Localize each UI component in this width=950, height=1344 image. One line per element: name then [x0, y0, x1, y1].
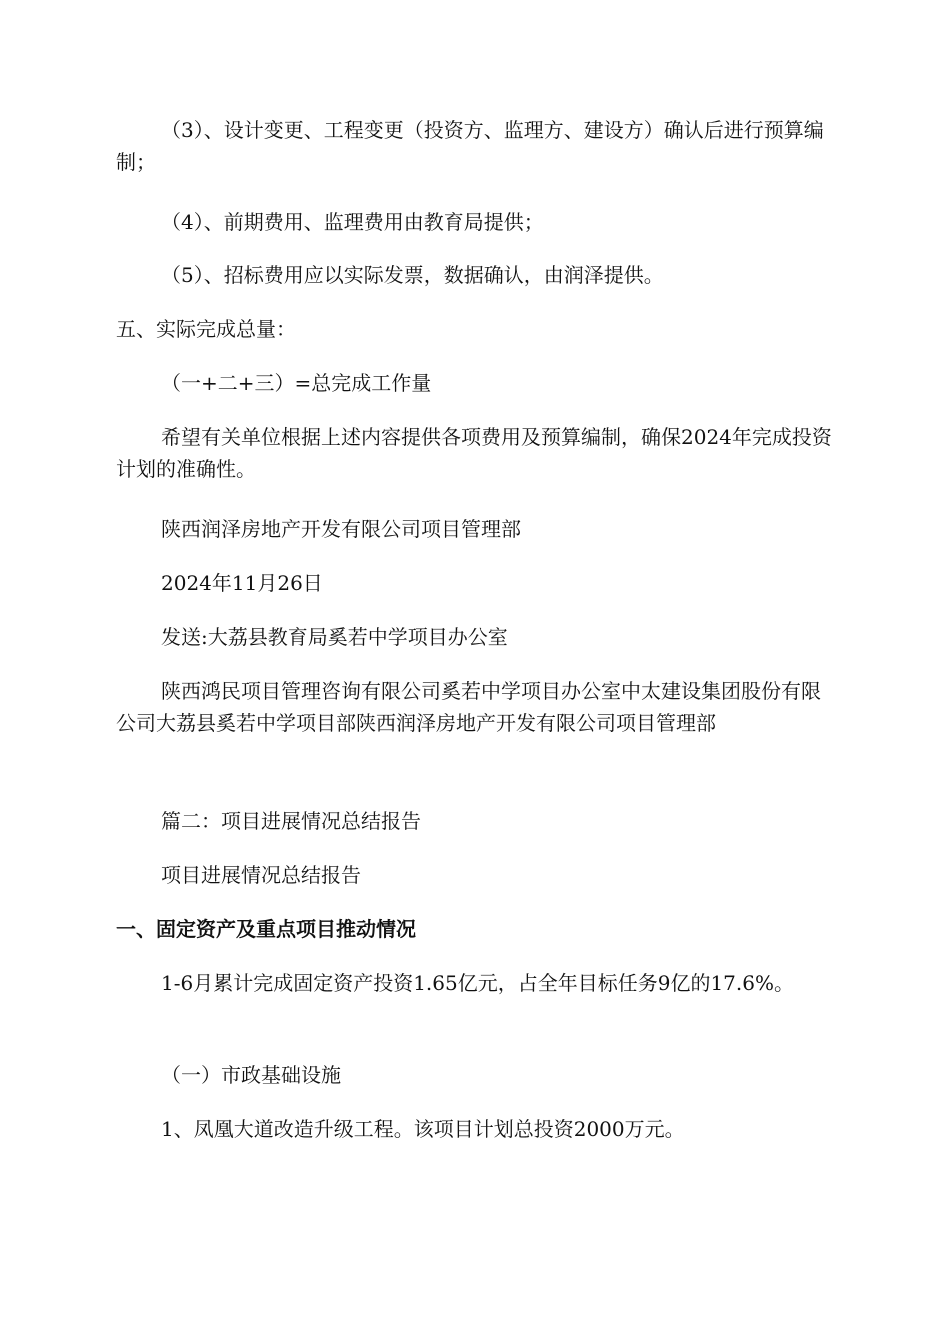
paragraph-cc-list: 陕西鸿民项目管理咨询有限公司奚若中学项目办公室中太建设集团股份有限公司大荔县奚若中学项目部陕西润泽房地产开发有限公司项目管理部	[116, 679, 821, 735]
paragraph-preliminary-fees: （4）、前期费用、监理费用由教育局提供；	[161, 210, 544, 234]
paragraph-phoenix-avenue: 1、凤凰大道改造升级工程。该项目计划总投资2000万元。	[161, 1117, 685, 1141]
paragraph-request: 希望有关单位根据上述内容提供各项费用及预算编制，确保2024年完成投资计划的准确性。	[116, 425, 832, 481]
section-heading-actual-total: 五、实际完成总量：	[116, 317, 296, 341]
paragraph-send-to: 发送:大荔县教育局奚若中学项目办公室	[161, 625, 508, 649]
subheading-municipal-infrastructure: （一）市政基础设施	[161, 1063, 341, 1087]
paragraph-investment-summary: 1-6月累计完成固定资产投资1.65亿元，占全年目标任务9亿的17.6%。	[161, 971, 794, 995]
paragraph-part-two-title: 篇二：项目进展情况总结报告	[161, 809, 421, 833]
signature-date: 2024年11月26日	[161, 571, 323, 595]
paragraph-bidding-fees: （5）、招标费用应以实际发票，数据确认，由润泽提供。	[161, 263, 664, 287]
section-heading-fixed-assets: 一、固定资产及重点项目推动情况	[116, 917, 416, 941]
paragraph-design-change: （3）、设计变更、工程变更（投资方、监理方、建设方）确认后进行预算编制；	[116, 118, 824, 174]
paragraph-total-formula: （一+二+三）=总完成工作量	[161, 371, 432, 395]
signature-company: 陕西润泽房地产开发有限公司项目管理部	[161, 517, 521, 541]
paragraph-report-title: 项目进展情况总结报告	[161, 863, 361, 887]
